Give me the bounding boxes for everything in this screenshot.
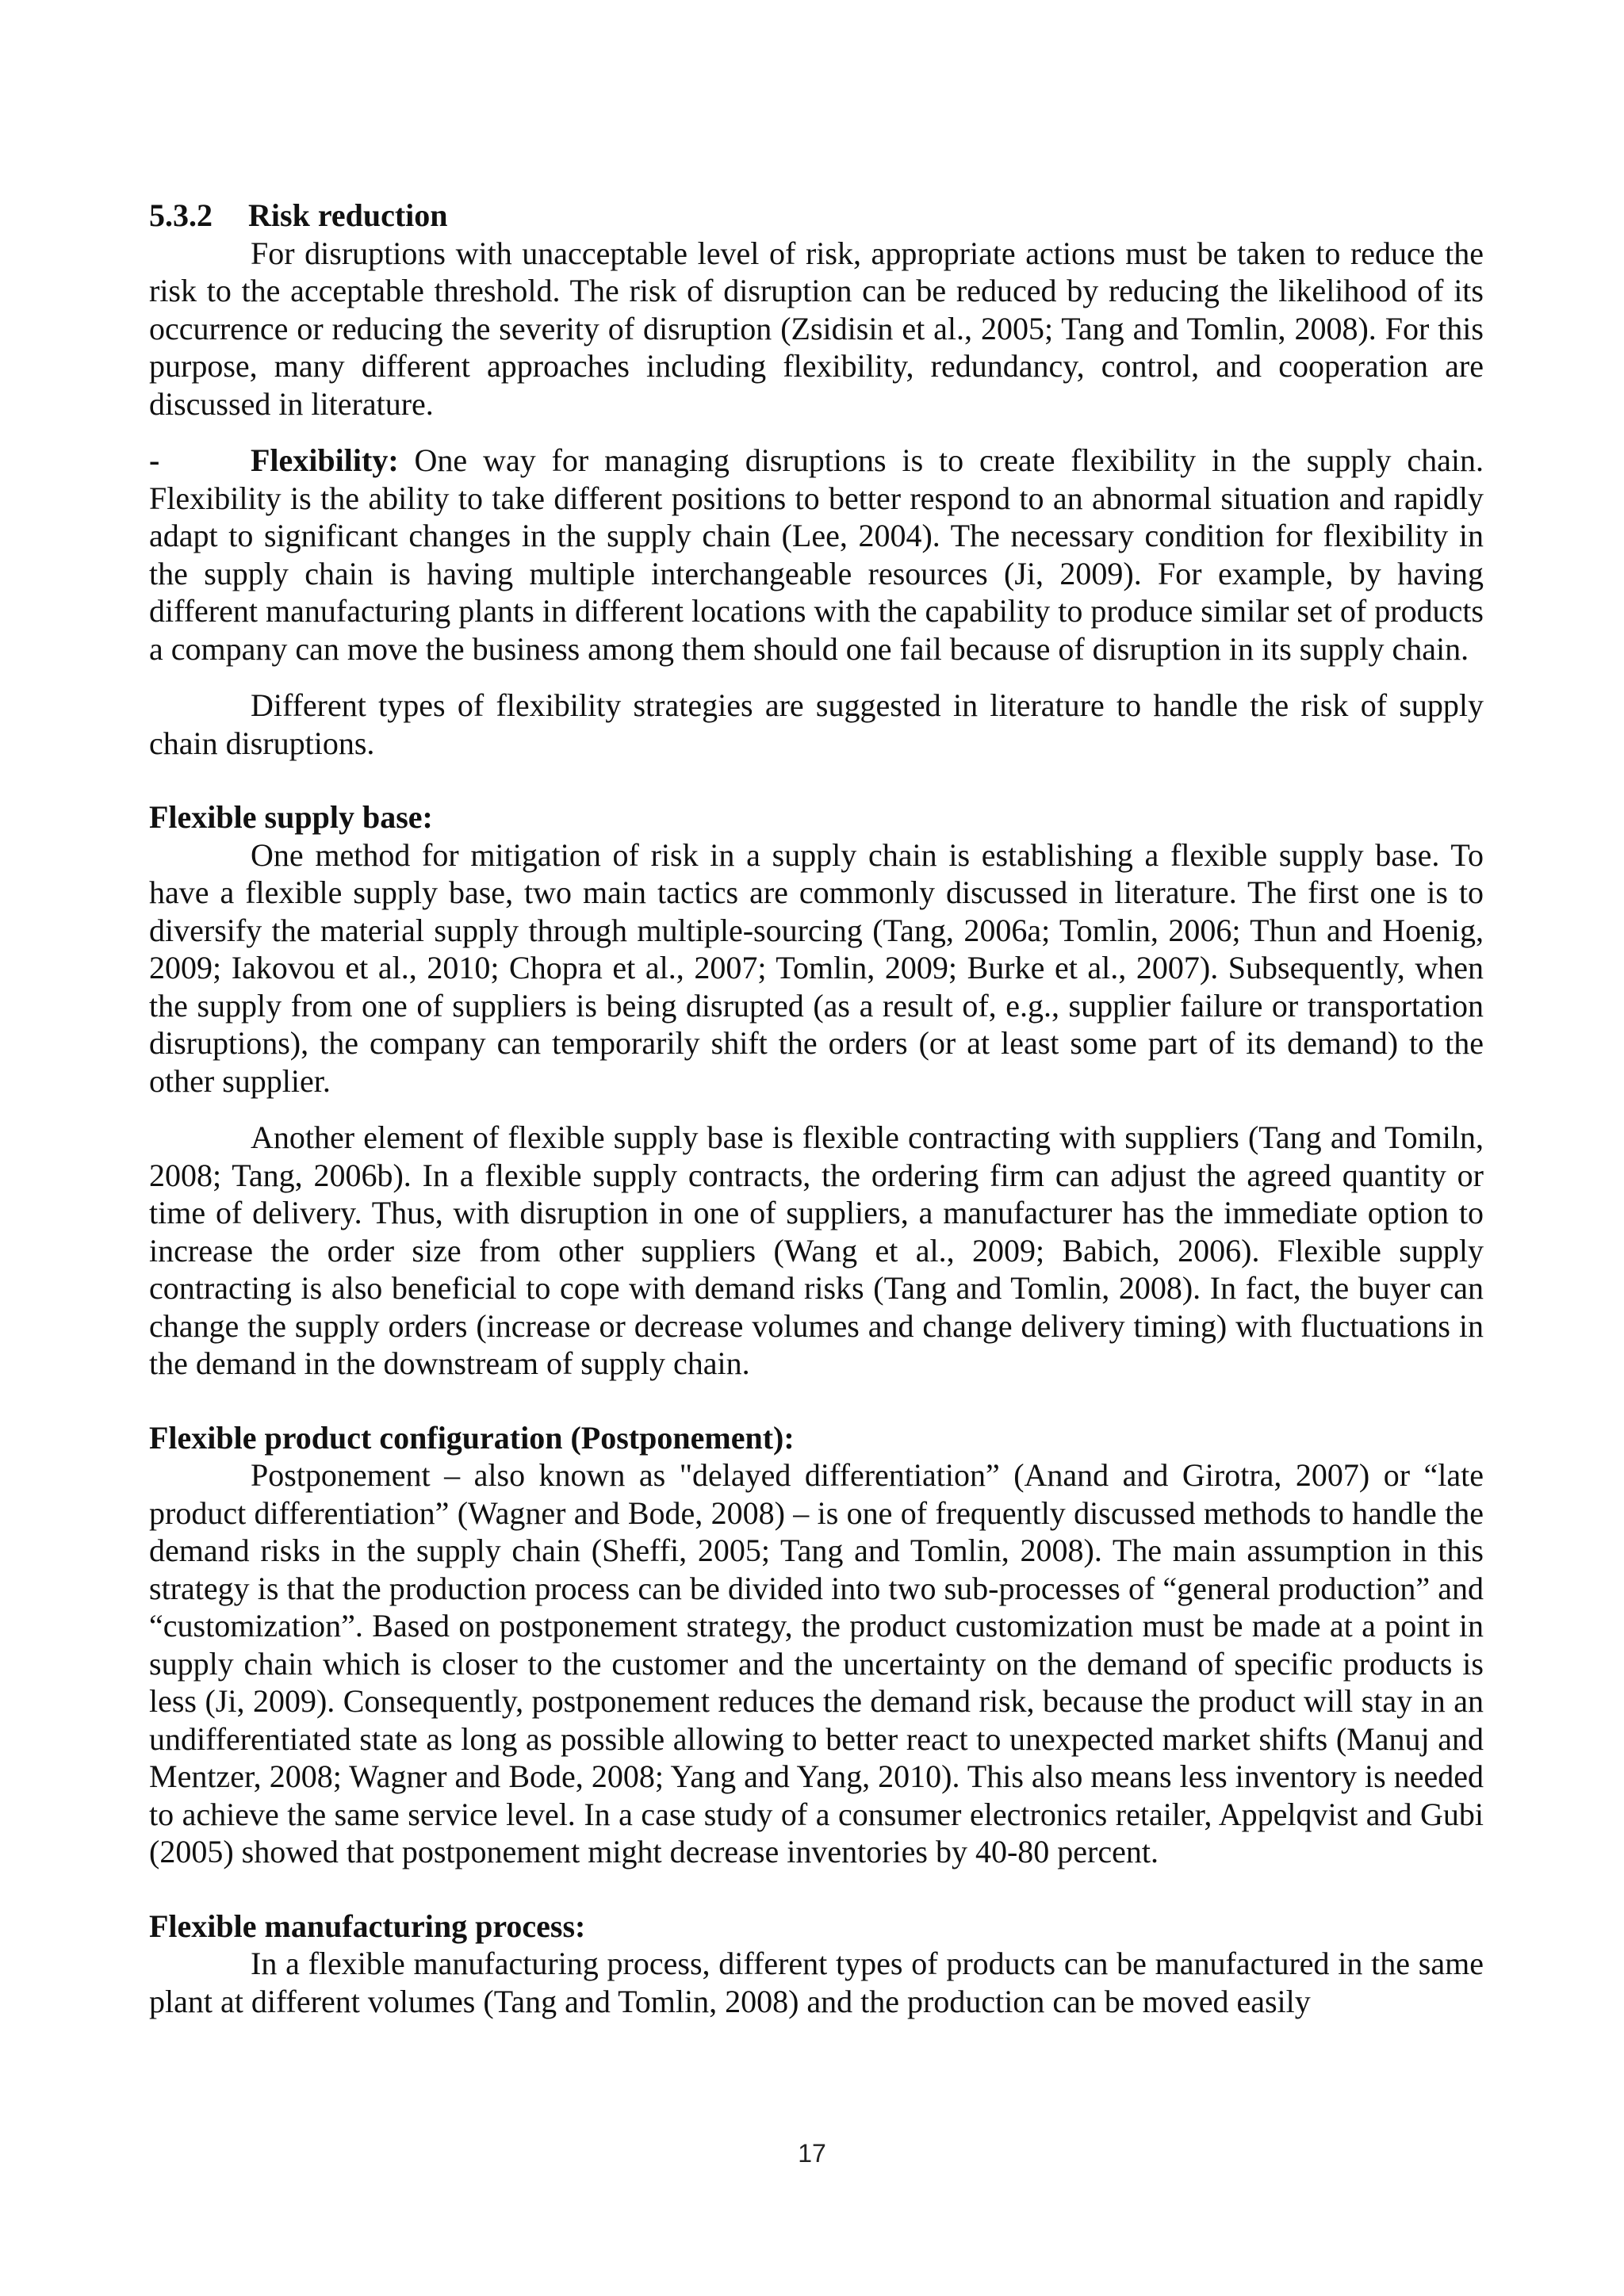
postponement-paragraph: Postponement – also known as "delayed differentiation” (Anand and Girotra, 2007) or “late product differentiation” (Wagner and Bode, 2008) – is one of frequently discussed methods to handle the demand risks in the supply chain (Sheffi, 2005; Tang and Tomlin, 2008). The main assumption in this strategy is that the production process can be divided into two sub-processes of “general production” and “customization”. Based on postponement strategy, the product customization must be made at a point in supply chain which is closer to the customer and the uncertainty on the demand of specific products is less (Ji, 2009). Consequently, postponement reduces the demand risk, because the product will stay in an undifferentiated state as long as possible allowing to better react to unexpected market shifts (Manuj and Mentzer, 2008; Wagner and Bode, 2008; Yang and Yang, 2010). This also means less inventory is needed to achieve the same service level. In a case study of a consumer electronics retailer, Appelqvist and Gubi (2005) showed that postponement might decrease inventories by 40-80 percent. (149, 1457, 1484, 1869)
postponement-heading: Flexible product configuration (Postponement): (149, 1419, 795, 1456)
section-title: Risk reduction (248, 197, 448, 233)
supply-base-paragraph-1: One method for mitigation of risk in a supply chain is establishing a flexible supply base. To have a flexible supply base, two main tactics are commonly discussed in literature. The first one is to diversify the material supply through multiple-sourcing (Tang, 2006a; Tomlin, 2006; Thun and Hoenig, 2009; Iakovou et al., 2010; Chopra et al., 2007; Tomlin, 2009; Burke et al., 2007). Subsequently, when the supply from one of suppliers is being disrupted (as a result of, e.g., supplier failure or transportation disruptions), the company can temporarily shift the orders (or at least some part of its demand) to the other supplier. (149, 836, 1484, 1099)
flexibility-paragraph (149, 442, 1484, 668)
section-number: 5.3.2 (149, 197, 213, 233)
flexibility-body: One way for managing disruptions is to create flexibility in the supply chain. Flexibility is the ability to take different positions to better respond to an abnormal situation and rapidly adapt to significant changes in the supply chain (Lee, 2004). The necessary condition for flexibility in the supply chain is having multiple interchangeable resources (Ji, 2009). For example, by having different manufacturing plants in different locations with the capability to produce similar set of products a company can move the business among them should one fail because of disruption in its supply chain. (149, 442, 1484, 667)
page-body (149, 197, 1484, 2020)
flexible-manufacturing-heading: Flexible manufacturing process: (149, 1908, 586, 1944)
supply-base-paragraph-2: Another element of flexible supply base is flexible contracting with suppliers (Tang and Tomiln, 2008; Tang, 2006b). In a flexible supply contracts, the ordering firm can adjust the agreed quantity or time of delivery. Thus, with disruption in one of suppliers, a manufacturer has the immediate option to increase the order size from other suppliers (Wang et al., 2009; Babich, 2006). Flexible supply contracting is also beneficial to cope with demand risks (Tang and Tomlin, 2008). In fact, the buyer can change the supply orders (increase or decrease volumes and change delivery timing) with fluctuations in the demand in the downstream of supply chain. (149, 1119, 1484, 1381)
flexibility-term: Flexibility: (251, 442, 399, 478)
manufacturing-paragraph: In a flexible manufacturing process, different types of products can be manufactured in the same plant at different volumes (Tang and Tomlin, 2008) and the production can be moved easily (149, 1946, 1484, 2019)
flexible-supply-base-heading: Flexible supply base: (149, 799, 433, 835)
intro-paragraph: For disruptions with unacceptable level of risk, appropriate actions must be taken to reduce the risk to the acceptable threshold. The risk of disruption can be reduced by reducing the likelihood of its occurrence or reducing the severity of disruption (Zsidisin et al., 2005; Tang and Tomlin, 2008). For this purpose, many different approaches including flexibility, redundancy, control, and cooperation are discussed in literature. (149, 235, 1484, 422)
page-number: 17 (798, 2139, 826, 2168)
section-heading (149, 197, 1484, 235)
bullet-dash: - (149, 442, 160, 478)
flexibility-types-paragraph: Different types of flexibility strategies are suggested in literature to handle the risk of supply chain disruptions. (149, 687, 1484, 761)
